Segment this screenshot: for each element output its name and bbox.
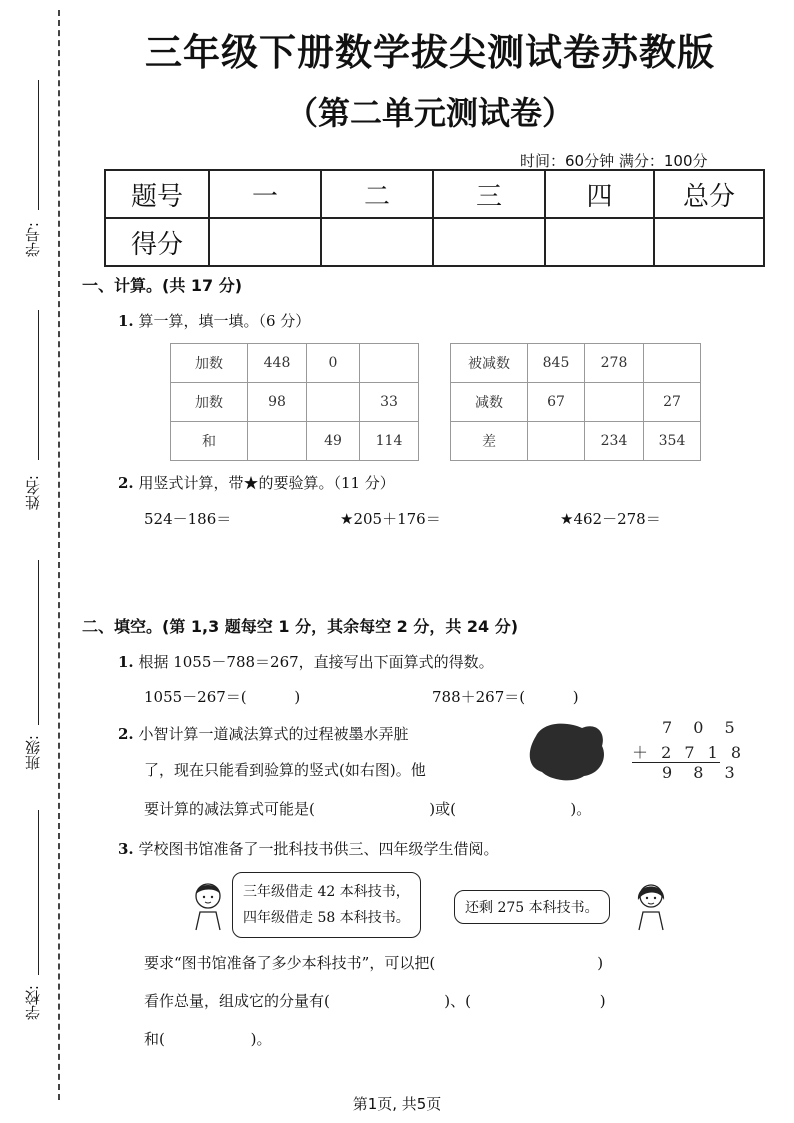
- table-cell: 加数: [171, 383, 248, 422]
- class-label: 班级:: [24, 735, 42, 771]
- question-number: 1.: [118, 312, 134, 330]
- question-number: 2.: [118, 725, 134, 743]
- class-line: [38, 560, 39, 725]
- score-header-cell: 二: [321, 170, 433, 218]
- s2-q2: [118, 723, 408, 744]
- school-label: 学校:: [24, 985, 42, 1021]
- question-text: 学校图书馆准备了一批科技书供三、四年级学生借阅。: [138, 840, 499, 858]
- table-row: [171, 344, 419, 383]
- name-line: [38, 310, 39, 460]
- vertical-calc-bottom: 9 8 3: [662, 763, 743, 782]
- table-cell: 114: [360, 422, 419, 461]
- score-table-header-row: [105, 170, 764, 218]
- table-cell: 0: [307, 344, 360, 383]
- table-row: [451, 422, 701, 461]
- table-cell[interactable]: [644, 344, 701, 383]
- calc-item: ★462－278＝: [560, 510, 661, 528]
- boy-icon: [188, 880, 228, 932]
- question-number: 3.: [118, 840, 134, 858]
- subtraction-table: [450, 343, 701, 461]
- score-table-score-row: [105, 218, 764, 266]
- fill-blank[interactable]: 要计算的减法算式可能是( )或( )。: [144, 800, 592, 818]
- score-input-cell[interactable]: [321, 218, 433, 266]
- name-label: 姓名:: [24, 475, 42, 511]
- score-input-cell[interactable]: [433, 218, 545, 266]
- score-header-cell: 一: [209, 170, 321, 218]
- table-cell: 27: [644, 383, 701, 422]
- table-cell: 234: [585, 422, 644, 461]
- score-input-cell[interactable]: [545, 218, 654, 266]
- score-header-cell: 四: [545, 170, 654, 218]
- table-cell: 278: [585, 344, 644, 383]
- section1-heading: 一、计算。(共 17 分): [82, 276, 243, 295]
- question-text: 用竖式计算，带★的要验算。（11 分）: [138, 474, 395, 492]
- fill-blank[interactable]: 1055－267＝( ): [144, 688, 301, 706]
- s2-q1: [118, 651, 494, 672]
- table-row: [451, 344, 701, 383]
- bubble-text: 四年级借走 58 本科技书。: [243, 910, 410, 926]
- table-cell: 354: [644, 422, 701, 461]
- score-header-cell: 总分: [654, 170, 764, 218]
- table-row: [171, 422, 419, 461]
- table-cell[interactable]: [248, 422, 307, 461]
- page-footer: 第1页, 共5页: [352, 1095, 442, 1113]
- question-text: 算一算，填一填。（6 分）: [138, 312, 311, 330]
- girl-icon: [630, 880, 672, 932]
- vertical-calc-top: 7 0 5: [662, 718, 743, 737]
- score-input-cell[interactable]: [209, 218, 321, 266]
- table-cell: 减数: [451, 383, 528, 422]
- section2-heading: 二、填空。(第 1,3 题每空 1 分，其余每空 2 分，共 24 分): [82, 617, 519, 636]
- table-cell: 49: [307, 422, 360, 461]
- calc-item: 524－186＝: [144, 510, 232, 528]
- question-text: 小智计算一道减法算式的过程被墨水弄脏: [138, 725, 409, 743]
- calc-item: ★205＋176＝: [340, 510, 441, 528]
- table-cell: 67: [528, 383, 585, 422]
- table-cell: 448: [248, 344, 307, 383]
- question-number: 1.: [118, 653, 134, 671]
- fill-blank[interactable]: 788＋267＝( ): [432, 688, 579, 706]
- student-id-line: [38, 80, 39, 210]
- table-cell: 差: [451, 422, 528, 461]
- addition-table: [170, 343, 419, 461]
- table-row: [171, 383, 419, 422]
- fill-blank[interactable]: 看作总量，组成它的分量有( )、( ): [144, 992, 606, 1010]
- table-cell: 845: [528, 344, 585, 383]
- score-table: [104, 169, 765, 267]
- ink-blot-image: [526, 718, 608, 782]
- student-id-label: 学号:: [24, 222, 42, 258]
- bubble-text: 三年级借走 42 本科技书，: [243, 884, 410, 900]
- score-header-cell: 三: [433, 170, 545, 218]
- question-number: 2.: [118, 474, 134, 492]
- speech-bubble-boy: [232, 872, 421, 938]
- table-cell: 98: [248, 383, 307, 422]
- fill-blank[interactable]: 要求“图书馆准备了多少本科技书”，可以把( ): [144, 954, 604, 972]
- s1-q1: [118, 310, 310, 331]
- question-text: 根据 1055－788＝267，直接写出下面算式的得数。: [138, 653, 494, 671]
- table-cell[interactable]: [307, 383, 360, 422]
- time-score-info: 时间：60分钟 满分：100分: [520, 152, 708, 170]
- question-text: 了，现在只能看到验算的竖式(如右图)。他: [144, 761, 426, 779]
- score-input-cell[interactable]: [654, 218, 764, 266]
- table-cell[interactable]: [528, 422, 585, 461]
- table-row: [451, 383, 701, 422]
- table-cell: 和: [171, 422, 248, 461]
- page-title: 三年级下册数学拔尖测试卷苏教版: [145, 31, 715, 74]
- binding-dashed-line: [58, 10, 60, 1100]
- table-cell: 被减数: [451, 344, 528, 383]
- s2-q3: [118, 838, 498, 859]
- table-cell[interactable]: [360, 344, 419, 383]
- speech-bubble-girl: 还剩 275 本科技书。: [454, 890, 610, 924]
- s1-q2: [118, 472, 395, 493]
- school-line: [38, 810, 39, 975]
- table-cell: 加数: [171, 344, 248, 383]
- page-subtitle: （第二单元测试卷）: [285, 94, 574, 132]
- table-cell[interactable]: [585, 383, 644, 422]
- score-header-cell: 题号: [105, 170, 209, 218]
- fill-blank[interactable]: 和( )。: [144, 1030, 272, 1048]
- vertical-calc-middle: ＋ 2 7 1 8: [632, 743, 746, 762]
- score-row-label: 得分: [105, 218, 209, 266]
- table-cell: 33: [360, 383, 419, 422]
